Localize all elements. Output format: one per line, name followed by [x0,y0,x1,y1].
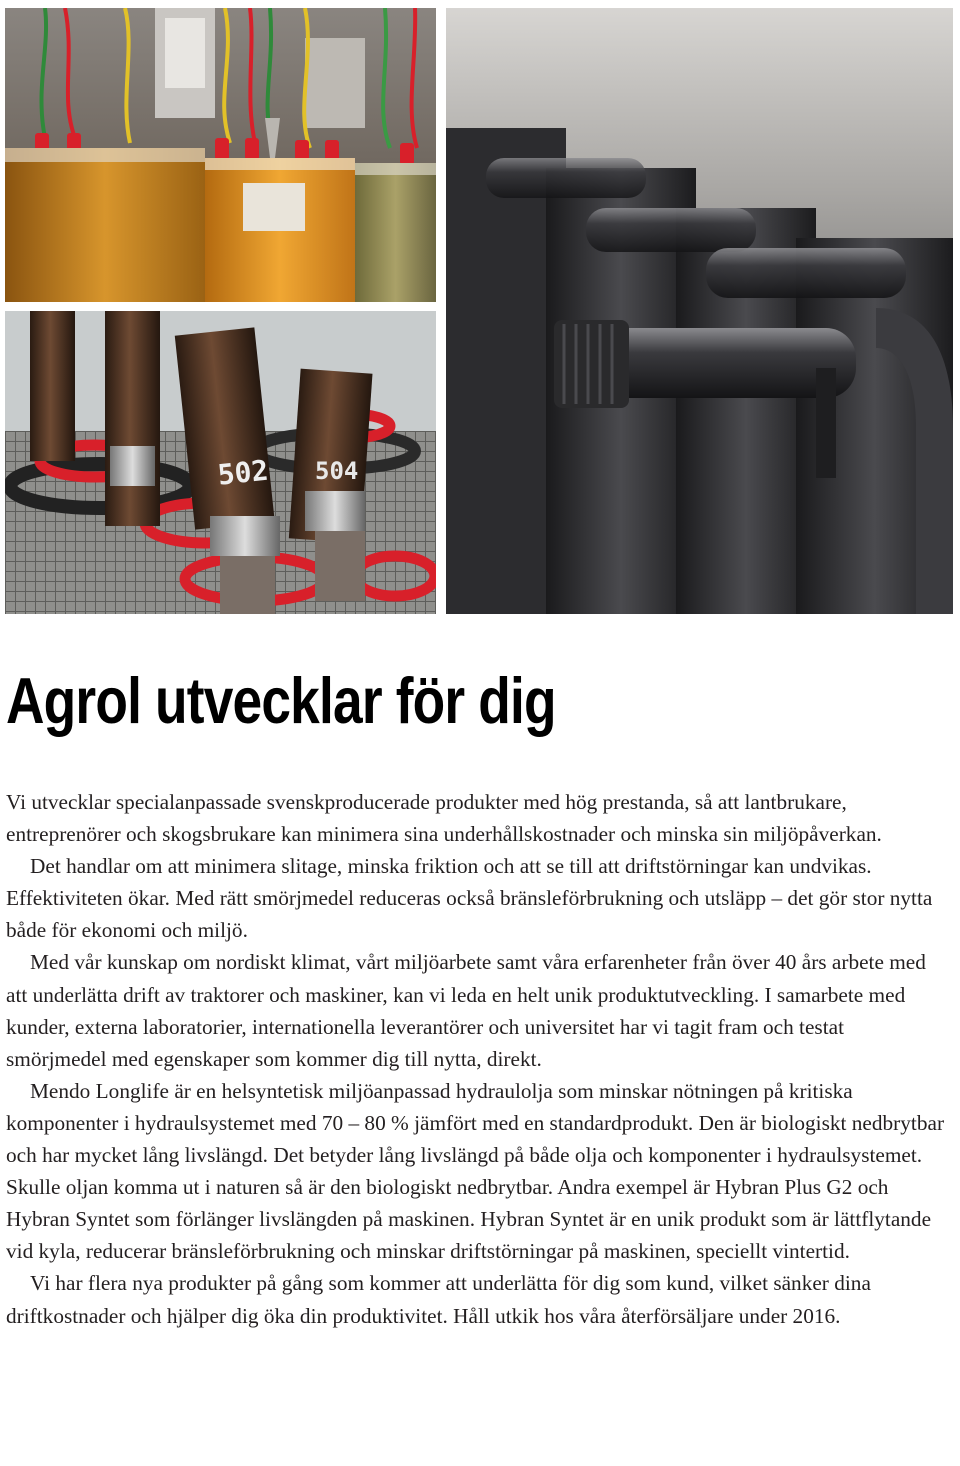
hose-label-502: 502 [216,453,270,492]
article-paragraph: Med vår kunskap om nordiskt klimat, vårt miljöarbete samt våra erfarenheter från över 40 års arbete med att underlätta drift av traktorer och maskiner, kan vi leda en helt unik produktutveckling. I samarbete med kunder, externa laboratorier, internationella leverantörer och universitet har vi tagit fram och testat smörjmedel med egenskaper som kommer dig till nytta, direkt. [6,950,926,1071]
photo-hoses-red-valves [5,311,436,614]
article-paragraph: Vi utvecklar specialanpassade svenskproducerade produkter med hög prestanda, så att lantbrukare, entreprenörer och skogsbrukare kan minimera sina underhållskostnader och minska sin miljöpåverkan. [6,790,882,847]
hose-label-504: 504 [315,457,359,485]
photo-jerry-cans [446,8,953,614]
article-paragraph: Vi har flera nya produkter på gång som kommer att underlätta för dig som kund, vilket sänker dina driftkostnader och hjälper dig öka din produktivitet. Håll utkik hos våra återförsäljare under 2016. [6,1271,871,1328]
photo-lab-oil-test-vessels [5,8,436,302]
article-body [6,786,946,1332]
article-paragraph: Mendo Longlife är en helsyntetisk miljöanpassad hydraulolja som minskar nötningen på kritiska komponenter i hydraulsystemet med 70 – 80 % jämfört med en standardprodukt. Den är biologiskt nedbrytbar och har mycket lång livslängd. Det betyder lång livslängd på både olja och komponenter i hydraulsystemet. Skulle oljan komma ut i naturen så är den biologiskt nedbrytbar. Andra exempel är Hybran Plus G2 och Hybran Syntet som förlänger livslängden på maskinen. Hybran Syntet är en unik produkt som är lättflytande vid kyla, reducerar bränsleförbrukning och minskar driftstörningar på maskinen, speciellt vintertid. [6,1078,945,1264]
article-paragraph: Det handlar om att minimera slitage, minska friktion och att se till att driftstörningar kan undvikas. Effektiviteten ökar. Med rätt smörjmedel reduceras också bränsleförbrukning och utsläpp – det gör stor nytta både för ekonomi och miljö. [6,854,933,943]
article-title: Agrol utvecklar för dig [6,664,556,737]
